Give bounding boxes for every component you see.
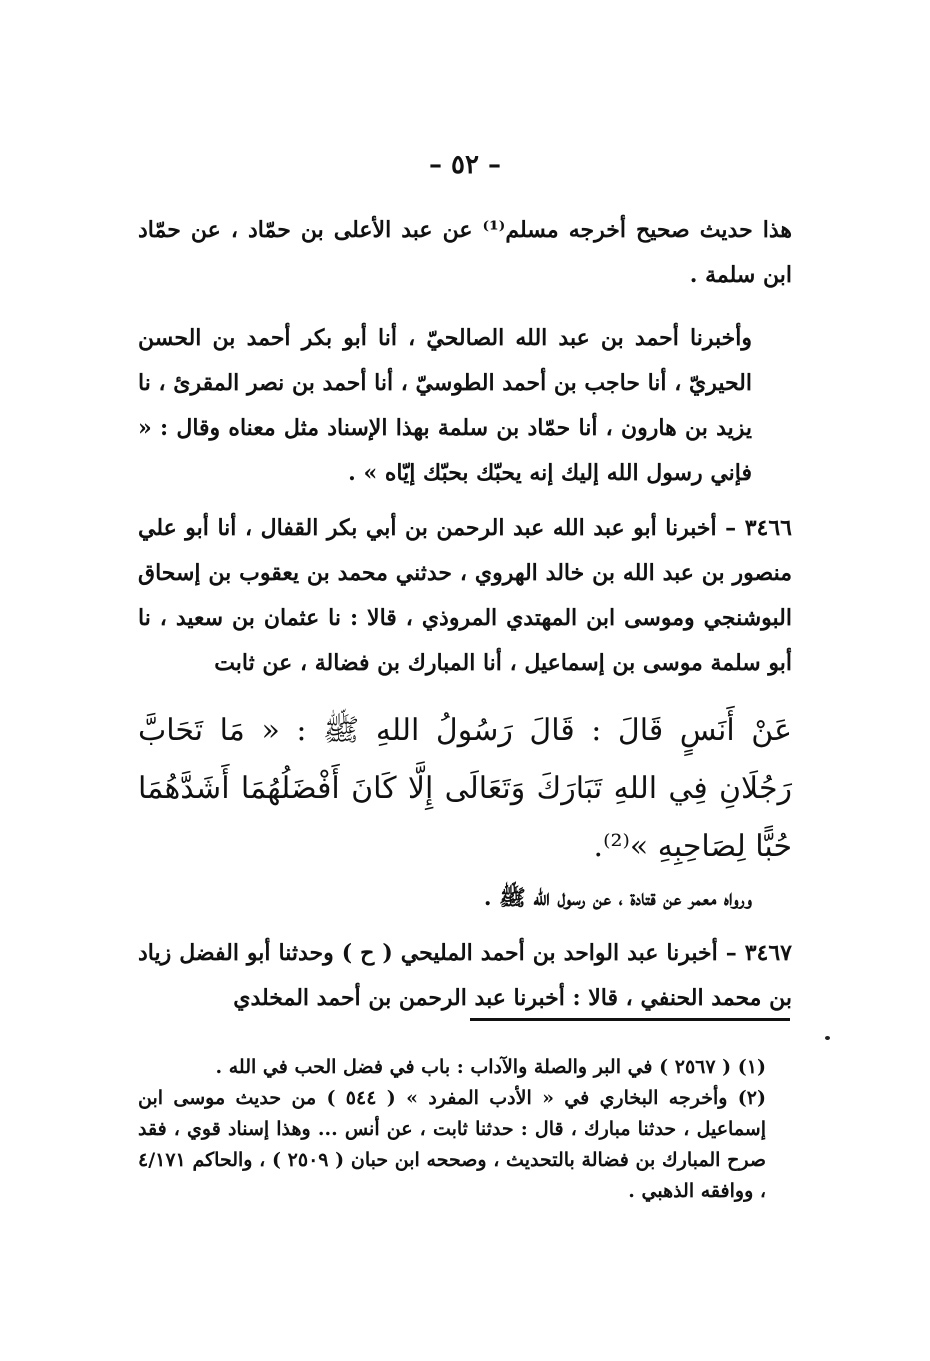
footnote-1: (١) ( ٢٥٦٧ ) في البر والصلة والآداب : باب في فضل الحب في الله . — [215, 1056, 766, 1078]
paragraph-2: وأخبرنا أحمد بن عبد الله الصالحيّ ، أنا أبو بكر أحمد بن الحسن الحيريّ ، أنا حاجب بن أحمد الطوسيّ ، أنا أحمد بن نصر المقرئ ، نا يزيد بن هارون ، أنا حمّاد بن سلمة بهذا الإسناد مثل معناه وقال : « فإني رسول الله إليك إنه يحبّك بحبّك إيّاه » . — [138, 325, 752, 486]
footnote-divider — [470, 1018, 790, 1021]
paragraph-3466: ٣٤٦٦ – أخبرنا أبو عبد الله عبد الرحمن بن أبي بكر القفال ، أنا أبو علي منصور بن عبد الله بن خالد الهروي ، حدثني محمد بن يعقوب بن إسحاق البوشنجي وموسى ابن المهتدي المروذي ، قالا : نا عثمان بن سعيد ، نا أبو سلمة موسى بن إسماعيل ، أنا المبارك بن فضالة ، عن ثابت — [138, 515, 792, 676]
footnotes — [138, 1052, 792, 1207]
page-speck — [825, 1036, 830, 1040]
main-text — [138, 208, 792, 1021]
hadith-text: عَنْ أَنَسٍ قَالَ : قَالَ رَسُولُ اللهِ ﷺ : « مَا تَحَابَّ رَجُلَانِ فِي اللهِ تَبَارَكَ وَتَعَالَى إِلَّا كَانَ أَفْضَلُهُمَا أَشَدَّهُمَا حُبًّا لِصَاحِبِهِ »⁽²⁾. — [138, 713, 792, 864]
paragraph-1: هذا حديث صحيح أخرجه مسلم⁽¹⁾ عن عبد الأعلى بن حمّاد ، عن حمّاد ابن سلمة . — [138, 217, 792, 288]
paragraph-after-hadith: ورواه معمر عن قتادة ، عن رسول الله ﷺ . — [483, 885, 752, 911]
page-number: – ٥٢ – — [428, 150, 502, 180]
footnote-2: (٢) وأخرجه البخاري في « الأدب المفرد » ( ٥٤٤ ) من حديث موسى ابن إسماعيل ، حدثنا مبارك ، قال : حدثنا ثابت ، عن أنس ... وهذا إسناد قوي ، فقد صرح المبارك بن فضالة بالتحديث ، وصححه ابن حبان ( ٢٥٠٩ ) ، والحاكم ٤/١٧١ ، ووافقه الذهبي . — [138, 1087, 766, 1202]
paragraph-3467: ٣٤٦٧ – أخبرنا عبد الواحد بن أحمد المليحي ( ح ) وحدثنا أبو الفضل زياد بن محمد الحنفي ، قالا : أخبرنا عبد الرحمن بن أحمد المخلدي — [138, 940, 792, 1011]
